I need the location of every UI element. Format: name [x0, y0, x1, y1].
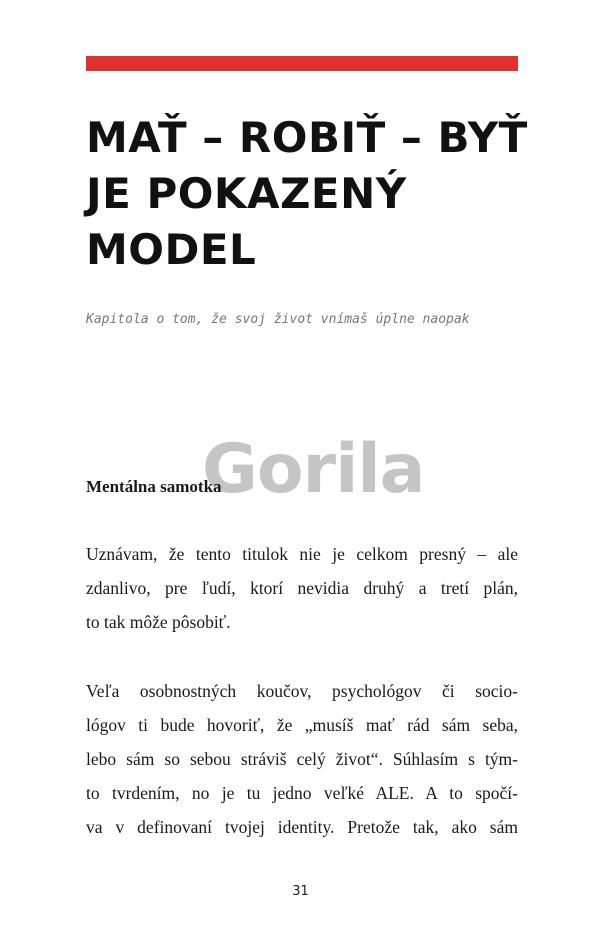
paragraph-line: Uznávam, že tento titulok nie je celkom presný – ale — [86, 544, 518, 564]
paragraph-line: lebo sám so sebou stráviš celý život“. Súhlasím s tým- — [86, 749, 518, 769]
paragraph-line: va v definovaní tvojej identity. Pretože tak, ako sám — [86, 817, 518, 837]
watermark-logo: Gorila — [202, 430, 425, 509]
paragraph-line: zdanlivo, pre ľudí, ktorí nevidia druhý a tretí plán, — [86, 578, 518, 598]
chapter-title-line: JE POKAZENÝ — [86, 169, 407, 218]
body-paragraph — [86, 674, 518, 844]
chapter-accent-bar — [86, 56, 518, 71]
chapter-title-line: MAŤ – ROBIŤ – BYŤ — [86, 113, 528, 162]
paragraph-line: Veľa osobnostných koučov, psychológov či socio- — [86, 681, 518, 701]
body-paragraph — [86, 537, 518, 639]
chapter-title-line: MODEL — [86, 225, 257, 274]
section-heading: Mentálna samotka — [86, 477, 222, 496]
paragraph-line: lógov ti bude hovoriť, že „musíš mať rád sám seba, — [86, 715, 518, 735]
chapter-title — [86, 110, 546, 278]
paragraph-line: to tvrdením, no je tu jedno veľké ALE. A to spočí- — [86, 783, 518, 803]
chapter-subtitle: Kapitola o tom, že svoj život vnímaš úplne naopak — [86, 312, 470, 327]
paragraph-line: to tak môže pôsobiť. — [86, 612, 231, 632]
page-number: 31 — [292, 884, 309, 899]
